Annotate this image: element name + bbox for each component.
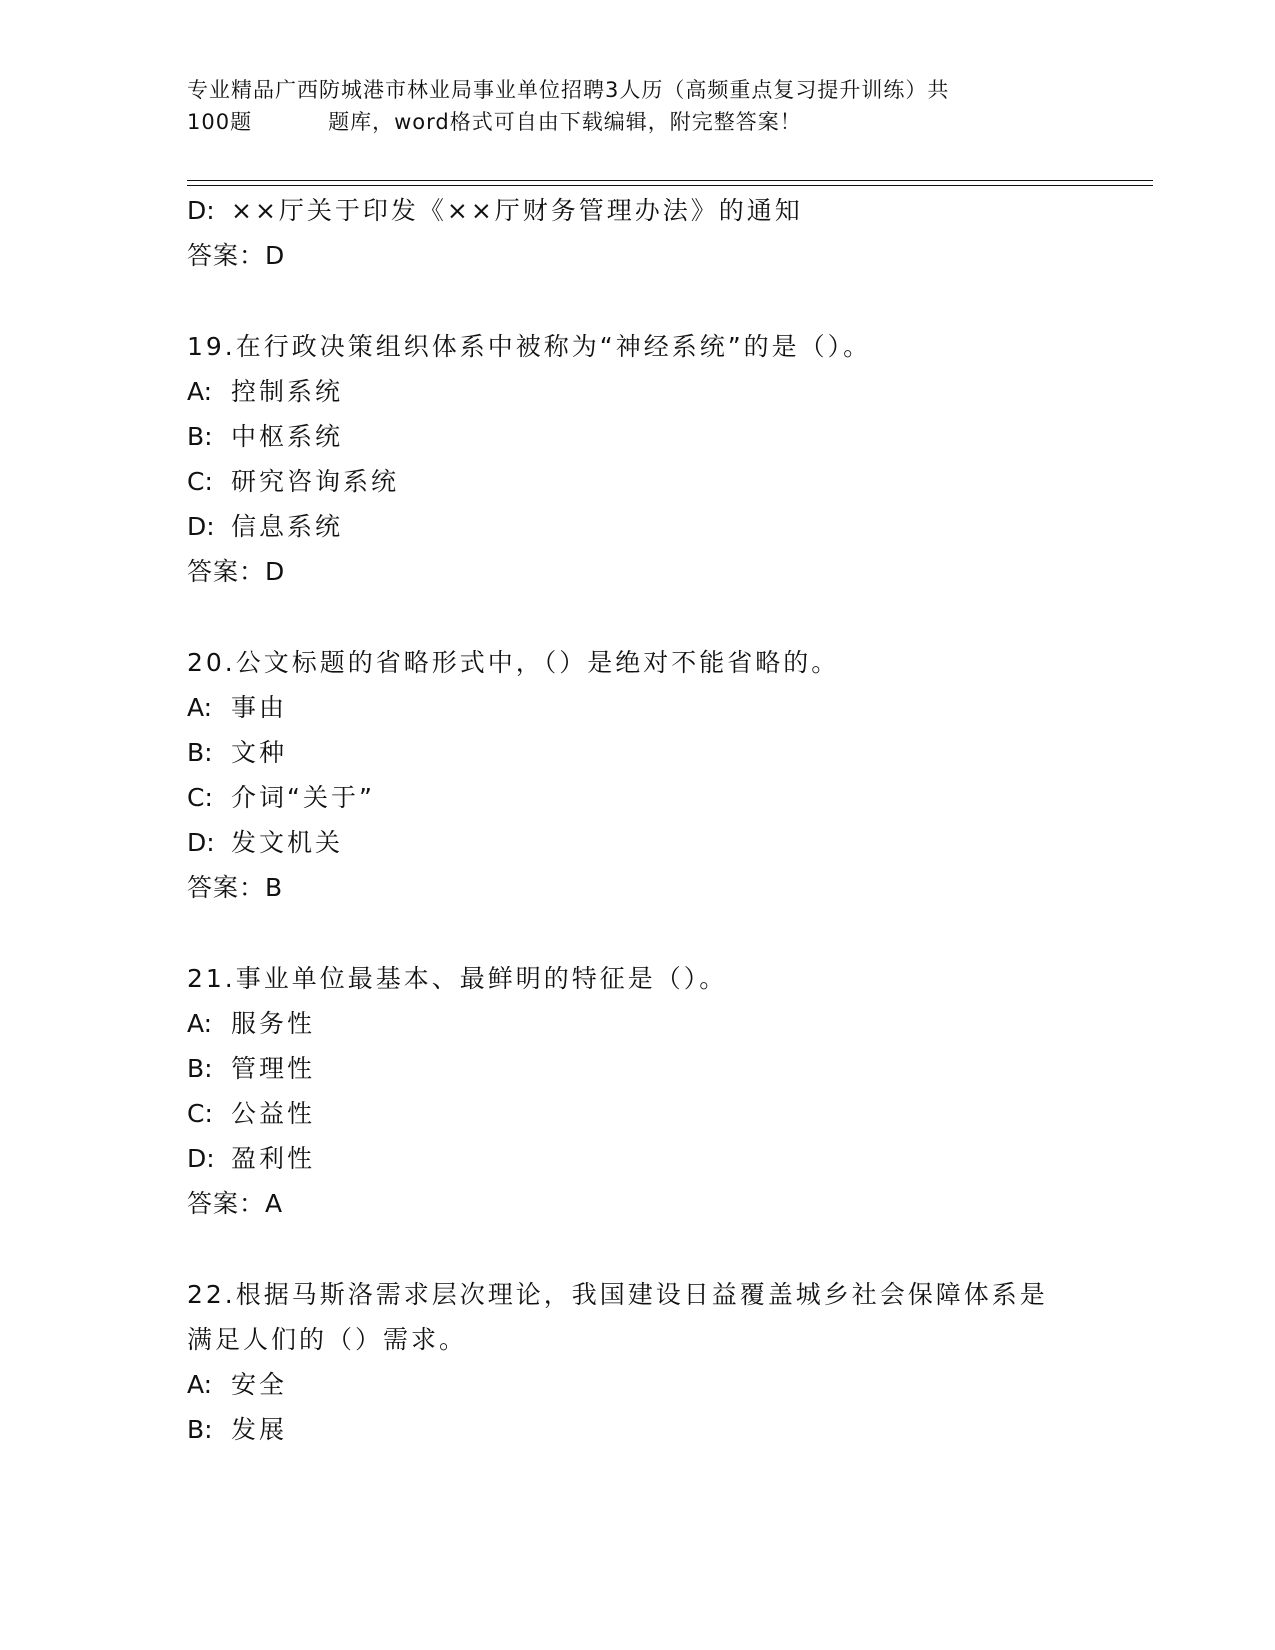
question-title: 20.公文标题的省略形式中，（）是绝对不能省略的。: [187, 648, 840, 677]
question-22: [187, 1272, 1087, 1452]
question-21: [187, 956, 1087, 1226]
option-d: D: ××厅关于印发《××厅财务管理办法》的通知: [187, 196, 803, 225]
option-a: A: 安全: [187, 1370, 288, 1399]
option-c: C: 介词“关于”: [187, 783, 375, 812]
question-title: 21.事业单位最基本、最鲜明的特征是（）。: [187, 964, 728, 993]
option-b: B: 中枢系统: [187, 422, 344, 451]
question-title-line2: 满足人们的（）需求。: [187, 1325, 468, 1354]
header-title-line2: [187, 106, 1087, 138]
answer: 答案：D: [187, 241, 286, 270]
option-c: C: 公益性: [187, 1099, 316, 1128]
header-description: 题库，word格式可自由下载编辑，附完整答案！: [328, 110, 802, 134]
option-c: C: 研究咨询系统: [187, 467, 400, 496]
option-b: B: 文种: [187, 738, 288, 767]
page-header: [187, 74, 1087, 138]
question-18-tail: [187, 188, 1087, 278]
option-b: B: 发展: [187, 1415, 288, 1444]
question-title-line1: 22.根据马斯洛需求层次理论，我国建设日益覆盖城乡社会保障体系是: [187, 1280, 1048, 1309]
option-b: B: 管理性: [187, 1054, 316, 1083]
answer: 答案：A: [187, 1189, 284, 1218]
option-d: D: 信息系统: [187, 512, 344, 541]
option-a: A: 服务性: [187, 1009, 316, 1038]
question-19: [187, 324, 1087, 594]
option-d: D: 盈利性: [187, 1144, 316, 1173]
option-a: A: 事由: [187, 693, 288, 722]
question-title: 19.在行政决策组织体系中被称为“神经系统”的是（）。: [187, 332, 872, 361]
option-d: D: 发文机关: [187, 828, 344, 857]
option-a: A: 控制系统: [187, 377, 344, 406]
answer: 答案：D: [187, 557, 286, 586]
header-divider-top: [187, 180, 1153, 181]
document-body: [187, 188, 1087, 1452]
header-count: 100题: [187, 110, 253, 134]
answer: 答案：B: [187, 873, 284, 902]
question-20: [187, 640, 1087, 910]
header-title-line1: 专业精品广西防城港市林业局事业单位招聘3人历（高频重点复习提升训练）共: [187, 78, 950, 102]
header-divider-bottom: [187, 185, 1153, 186]
